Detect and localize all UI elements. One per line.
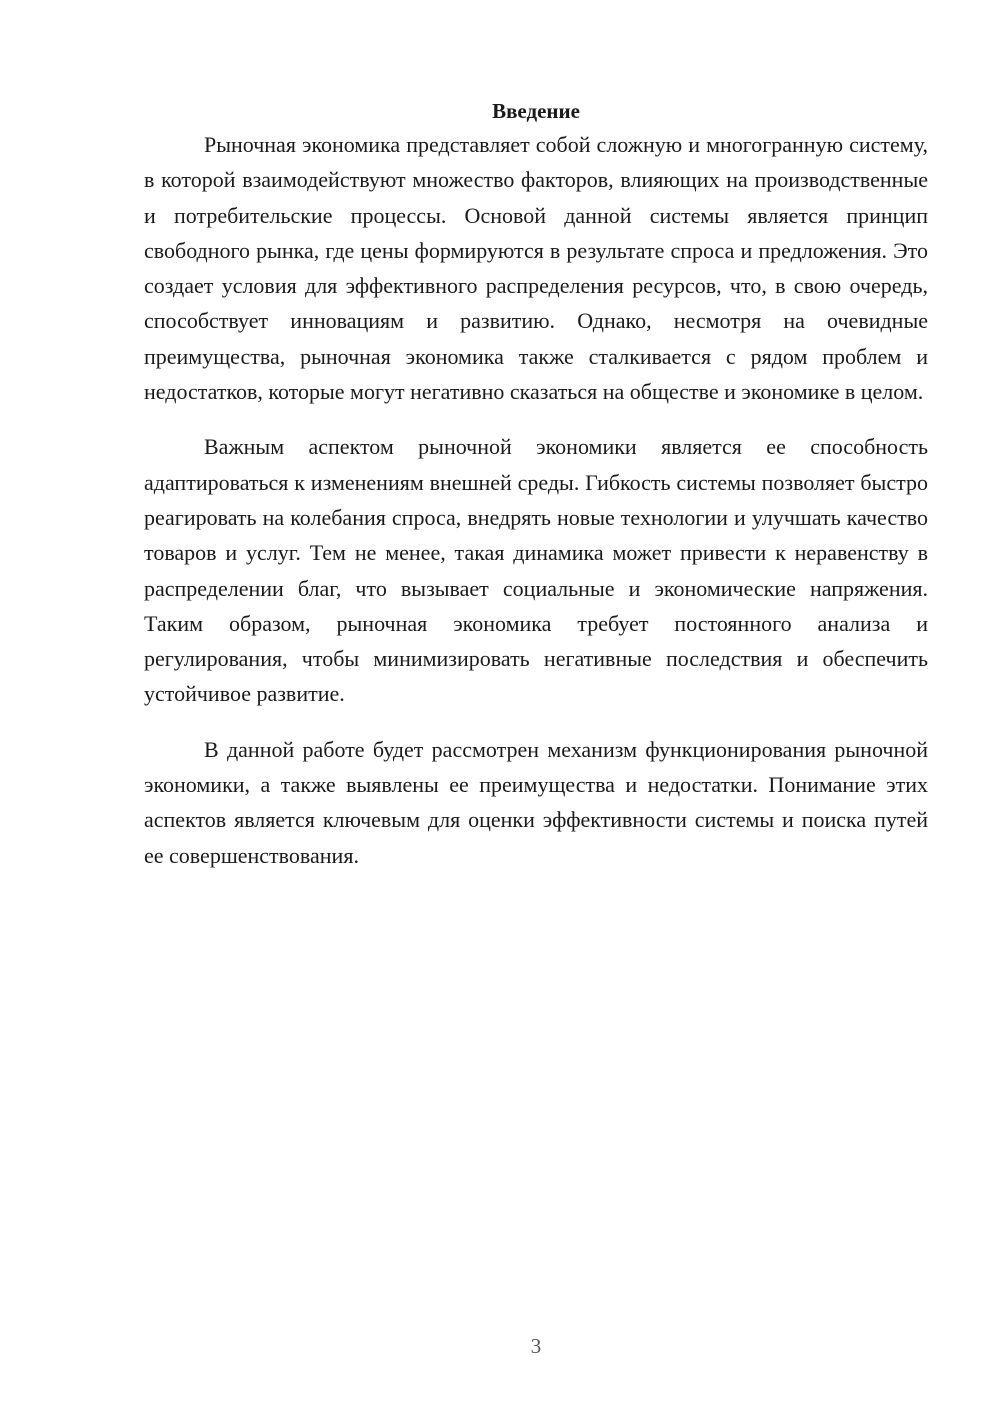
page-number: 3	[530, 1334, 542, 1358]
paragraph-1: Рыночная экономика представляет собой сложную и многогранную систему, в которой взаимодействуют множество факторов, влияющих на производственные и потребительские процессы. Основой данной системы является принцип свободного рынка, где цены формируются в результате спроса и предложения. Это создает условия для эффективного распределения ресурсов, что, в свою очередь, способствует инновациям и развитию. Однако, несмотря на очевидные преимущества, рыночная экономика также сталкивается с рядом проблем и недостатков, которые могут негативно сказаться на обществе и экономике в целом.	[144, 132, 928, 405]
page-content	[144, 95, 928, 873]
paragraph-3: В данной работе будет рассмотрен механизм функционирования рыночной экономики, а также выявлены ее преимущества и недостатки. Понимание этих аспектов является ключевым для оценки эффективности системы и поиска путей ее совершенствования.	[144, 736, 928, 868]
section-title: Введение	[492, 99, 580, 123]
paragraph-2: Важным аспектом рыночной экономики является ее способность адаптироваться к изменениям внешней среды. Гибкость системы позволяет быстро реагировать на колебания спроса, внедрять новые технологии и улучшать качество товаров и услуг. Тем не менее, такая динамика может привести к неравенству в распределении благ, что вызывает социальные и экономические напряжения. Таким образом, рыночная экономика требует постоянного анализа и регулирования, чтобы минимизировать негативные последствия и обеспечить устойчивое развитие.	[144, 434, 928, 707]
